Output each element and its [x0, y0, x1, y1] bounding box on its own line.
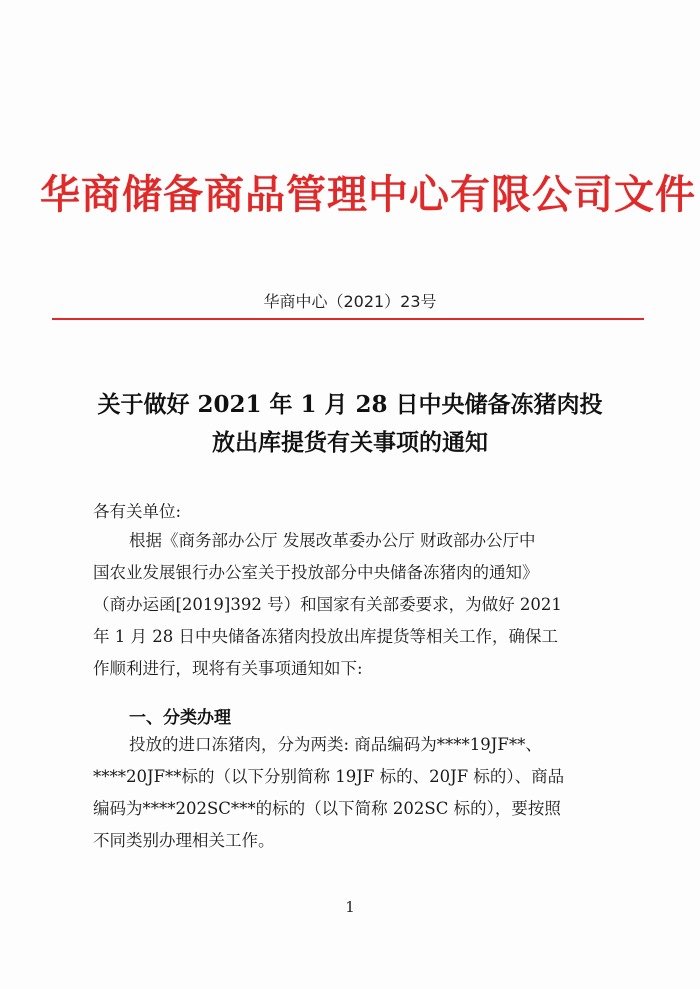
paragraph-line: 国农业发展银行办公室关于投放部分中央储备冻猪肉的通知》 — [93, 563, 539, 582]
document-number: 华商中心（2021）23号 — [263, 292, 437, 311]
paragraph-line: 编码为****202SC***的标的（以下简称 202SC 标的），要按照 — [93, 799, 561, 818]
section-heading: 一、分类办理 — [129, 708, 231, 728]
paragraph-line: 不同类别办理相关工作。 — [93, 831, 275, 850]
notice-title — [70, 386, 630, 462]
paragraph-1 — [93, 525, 623, 685]
document-header-title: 华商储备商品管理中心有限公司文件 — [40, 172, 696, 218]
notice-title-line: 放出库提货有关事项的通知 — [212, 429, 488, 456]
notice-title-line: 关于做好 2021 年 1 月 28 日中央储备冻猪肉投 — [97, 391, 603, 418]
paragraph-line: 年 1 月 28 日中央储备冻猪肉投放出库提货等相关工作，确保工 — [93, 627, 558, 646]
page-number: 1 — [345, 898, 355, 916]
header-red-divider — [52, 318, 644, 320]
salutation: 各有关单位: — [93, 502, 182, 521]
paragraph-line: ****20JF**标的（以下分别简称 19JF 标的、20JF 标的）、商品 — [93, 767, 565, 786]
paragraph-line: （商办运函[2019]392 号）和国家有关部委要求，为做好 2021 — [93, 595, 562, 614]
paragraph-line: 根据《商务部办公厅 发展改革委办公厅 财政部办公厅中 — [129, 531, 536, 550]
paragraph-line: 作顺利进行，现将有关事项通知如下: — [93, 659, 363, 678]
paragraph-2 — [93, 729, 623, 857]
paragraph-line: 投放的进口冻猪肉，分为两类: 商品编码为****19JF**、 — [129, 735, 542, 754]
